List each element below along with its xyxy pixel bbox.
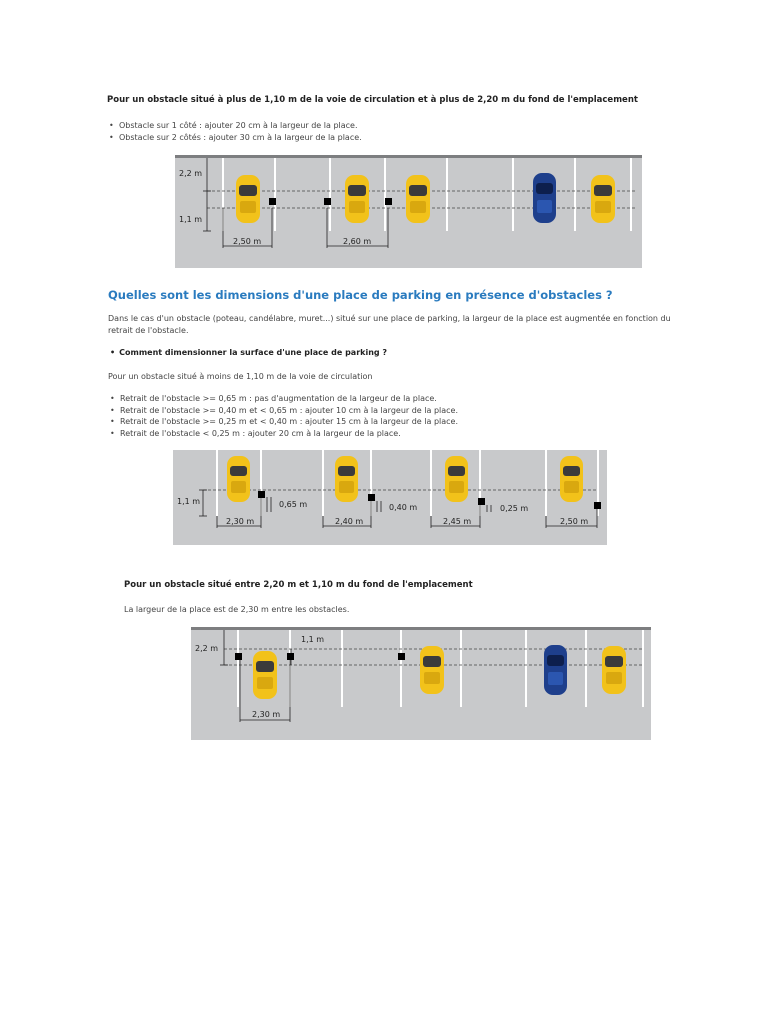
car-yellow-icon [227, 456, 250, 502]
car-yellow-icon [420, 646, 444, 694]
width-label: 2,30 m [252, 710, 281, 719]
depth-label: 2,2 m [179, 169, 203, 178]
depth-label: 2,2 m [195, 644, 219, 653]
intro-line: retrait de l'obstacle. [108, 325, 189, 335]
parking-diagram-1 [175, 155, 642, 268]
width-label: 2,60 m [343, 237, 372, 246]
section2-subheading: • Comment dimensionner la surface d'une place de parking ? [110, 348, 387, 357]
car-blue-icon [544, 645, 567, 695]
section3-heading: Pour un obstacle situé entre 2,20 m et 1,10 m du fond de l'emplacement [124, 580, 473, 590]
list-item: • Retrait de l'obstacle < 0,25 m : ajouter 20 cm à la largeur de la place. [120, 428, 458, 440]
list-item: • Retrait de l'obstacle >= 0,40 m et < 0,65 m : ajouter 10 cm à la largeur de la place. [120, 405, 458, 417]
parking-diagram-2 [173, 450, 607, 545]
width-label: 2,45 m [443, 517, 472, 526]
car-yellow-icon [335, 456, 358, 502]
list-item: • Obstacle sur 2 côtés : ajouter 30 cm à la largeur de la place. [119, 132, 362, 144]
section2-case-text: Pour un obstacle situé à moins de 1,10 m de la voie de circulation [108, 372, 373, 381]
width-label: 2,50 m [560, 517, 589, 526]
section2-title: Quelles sont les dimensions d'une place de parking en présence d'obstacles ? [108, 288, 613, 302]
car-yellow-icon [602, 646, 626, 694]
width-label: 2,50 m [233, 237, 262, 246]
car-yellow-icon [236, 175, 260, 223]
section1-bullet-list [107, 120, 362, 143]
section3-text: La largeur de la place est de 2,30 m entre les obstacles. [124, 605, 350, 614]
setback-label: 0,40 m [389, 503, 418, 512]
width-label: 2,30 m [226, 517, 255, 526]
car-yellow-icon [445, 456, 468, 502]
parking-diagram-3 [191, 627, 651, 740]
aisle-label: 1,1 m [301, 635, 325, 644]
car-yellow-icon [591, 175, 615, 223]
car-yellow-icon [560, 456, 583, 502]
car-yellow-icon [253, 651, 277, 699]
intro-line: Dans le cas d'un obstacle (poteau, candélabre, muret...) situé sur une place de parking, la largeur de la place est augmentée en fonction du [108, 314, 671, 323]
car-yellow-icon [406, 175, 430, 223]
list-item: • Retrait de l'obstacle >= 0,65 m : pas d'augmentation de la largeur de la place. [120, 393, 458, 405]
setback-label: 0,65 m [279, 500, 308, 509]
section2-bullet-list [108, 393, 458, 439]
list-item: • Obstacle sur 1 côté : ajouter 20 cm à la largeur de la place. [119, 120, 362, 132]
width-label: 2,40 m [335, 517, 364, 526]
aisle-label: 1,1 m [177, 497, 201, 506]
aisle-label: 1,1 m [179, 215, 203, 224]
setback-label: 0,25 m [500, 504, 529, 513]
section2-intro [108, 313, 671, 336]
car-yellow-icon [345, 175, 369, 223]
list-item: • Retrait de l'obstacle >= 0,25 m et < 0,40 m : ajouter 15 cm à la largeur de la place. [120, 416, 458, 428]
section1-heading: Pour un obstacle situé à plus de 1,10 m de la voie de circulation et à plus de 2,20 m du fond de l'emplacement [107, 95, 638, 105]
car-blue-icon [533, 173, 556, 223]
